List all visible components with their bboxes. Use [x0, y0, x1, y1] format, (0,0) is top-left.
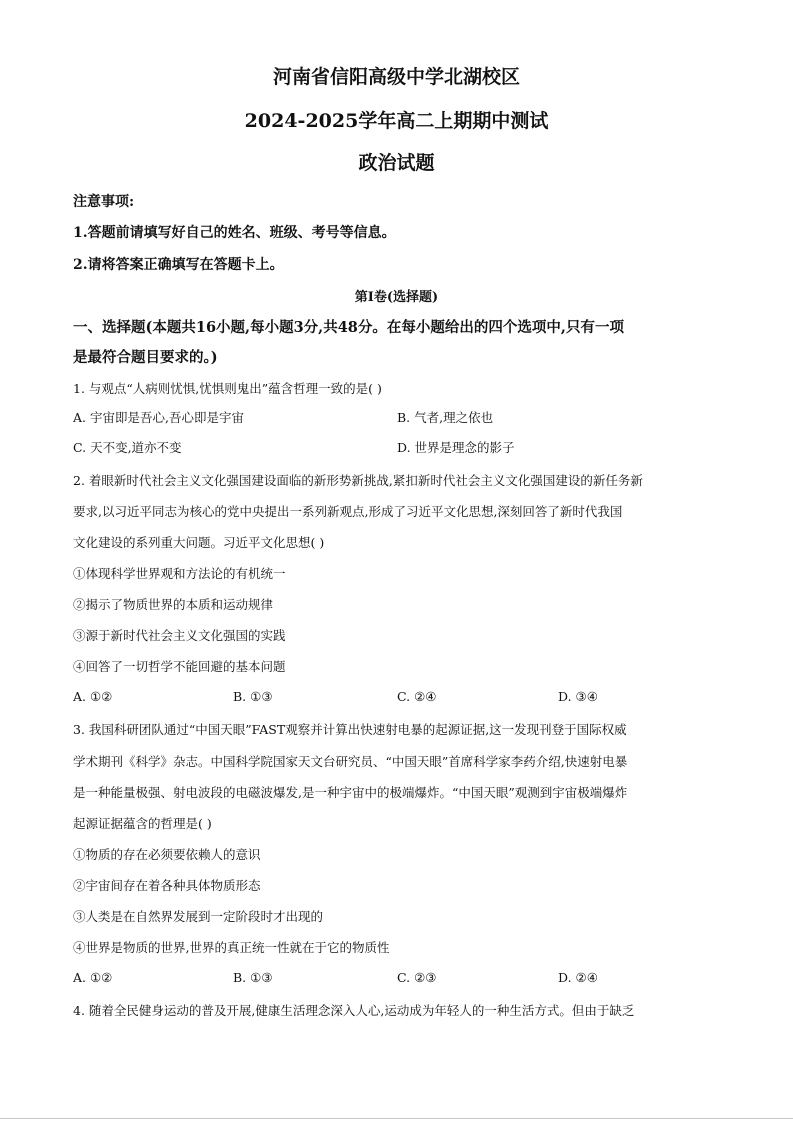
school-title: 河南省信阳高级中学北湖校区 — [272, 66, 520, 88]
question-3-option-c: C. ②③ — [397, 970, 437, 985]
question-1-stem: 1. 与观点“人病则忧惧,忧惧则鬼出”蕴含哲理一致的是( ) — [73, 381, 382, 396]
question-2-statement-4: ④回答了一切哲学不能回避的基本问题 — [73, 659, 286, 674]
question-2-option-a: A. ①② — [73, 689, 113, 704]
exam-title: 2024-2025学年高二上期期中测试 — [244, 110, 549, 132]
subject-title: 政治试题 — [358, 152, 435, 174]
notice-item-2: 2.请将答案正确填写在答题卡上。 — [73, 257, 284, 273]
question-3-option-d: D. ②④ — [558, 970, 598, 985]
question-2-stem-line-3: 文化建设的系列重大问题。习近平文化思想( ) — [73, 535, 325, 550]
question-3-option-b: B. ①③ — [233, 970, 273, 985]
question-3-statement-4: ④世界是物质的世界,世界的真正统一性就在于它的物质性 — [73, 940, 390, 955]
question-2-stem-line-2: 要求,以习近平同志为核心的党中央提出一系列新观点,形成了习近平文化思想,深刻回答了新时代我国 — [73, 504, 623, 519]
question-2-option-d: D. ③④ — [558, 689, 598, 704]
page-bottom-divider — [0, 1118, 793, 1119]
question-2-option-b: B. ①③ — [233, 689, 273, 704]
question-1-option-d: D. 世界是理念的影子 — [397, 440, 515, 455]
question-2-statement-1: ①体现科学世界观和方法论的有机统一 — [73, 566, 286, 581]
question-2-statement-2: ②揭示了物质世界的本质和运动规律 — [73, 597, 274, 612]
question-1-option-c: C. 天不变,道亦不变 — [73, 440, 182, 455]
section-title: 第Ⅰ卷(选择题) — [354, 290, 439, 305]
question-3-stem-line-4: 起源证据蕴含的哲理是( ) — [73, 816, 212, 831]
question-3-stem-line-2: 学术期刊《科学》杂志。中国科学院国家天文台研究员、“中国天眼”首席科学家李药介绍,快速射电暴 — [73, 754, 628, 769]
question-1-option-a: A. 宇宙即是吾心,吾心即是宇宙 — [73, 410, 244, 425]
question-3-option-a: A. ①② — [73, 970, 113, 985]
question-2-option-c: C. ②④ — [397, 689, 437, 704]
question-3-statement-3: ③人类是在自然界发展到一定阶段时才出现的 — [73, 909, 324, 924]
question-2-statement-3: ③源于新时代社会主义文化强国的实践 — [73, 628, 286, 643]
question-4-stem-line-1: 4. 随着全民健身运动的普及开展,健康生活理念深入人心,运动成为年轻人的一种生活方式。但由于缺乏 — [73, 1003, 635, 1018]
section-instruction-line-1: 一、选择题(本题共16小题,每小题3分,共48分。在每小题给出的四个选项中,只有一项 — [73, 319, 624, 336]
question-3-stem-line-3: 是一种能量极强、射电波段的电磁波爆发,是一种宇宙中的极端爆炸。“中国天眼”观测到宇宙极端爆炸 — [73, 785, 628, 800]
question-1-option-b: B. 气者,理之依也 — [397, 410, 494, 425]
notice-title: 注意事项: — [73, 194, 135, 210]
section-instruction-line-2: 是最符合题目要求的。) — [73, 349, 218, 366]
notice-item-1: 1.答题前请填写好自己的姓名、班级、考号等信息。 — [73, 225, 396, 241]
question-3-statement-2: ②宇宙间存在着各种具体物质形态 — [73, 878, 261, 893]
question-2-stem-line-1: 2. 着眼新时代社会主义文化强国建设面临的新形势新挑战,紧扣新时代社会主义文化强国建设的新任务新 — [73, 473, 643, 488]
question-3-statement-1: ①物质的存在必须要依赖人的意识 — [73, 847, 261, 862]
question-3-stem-line-1: 3. 我国科研团队通过“中国天眼”FAST观察并计算出快速射电暴的起源证据,这一发现刊登于国际权威 — [73, 722, 627, 737]
